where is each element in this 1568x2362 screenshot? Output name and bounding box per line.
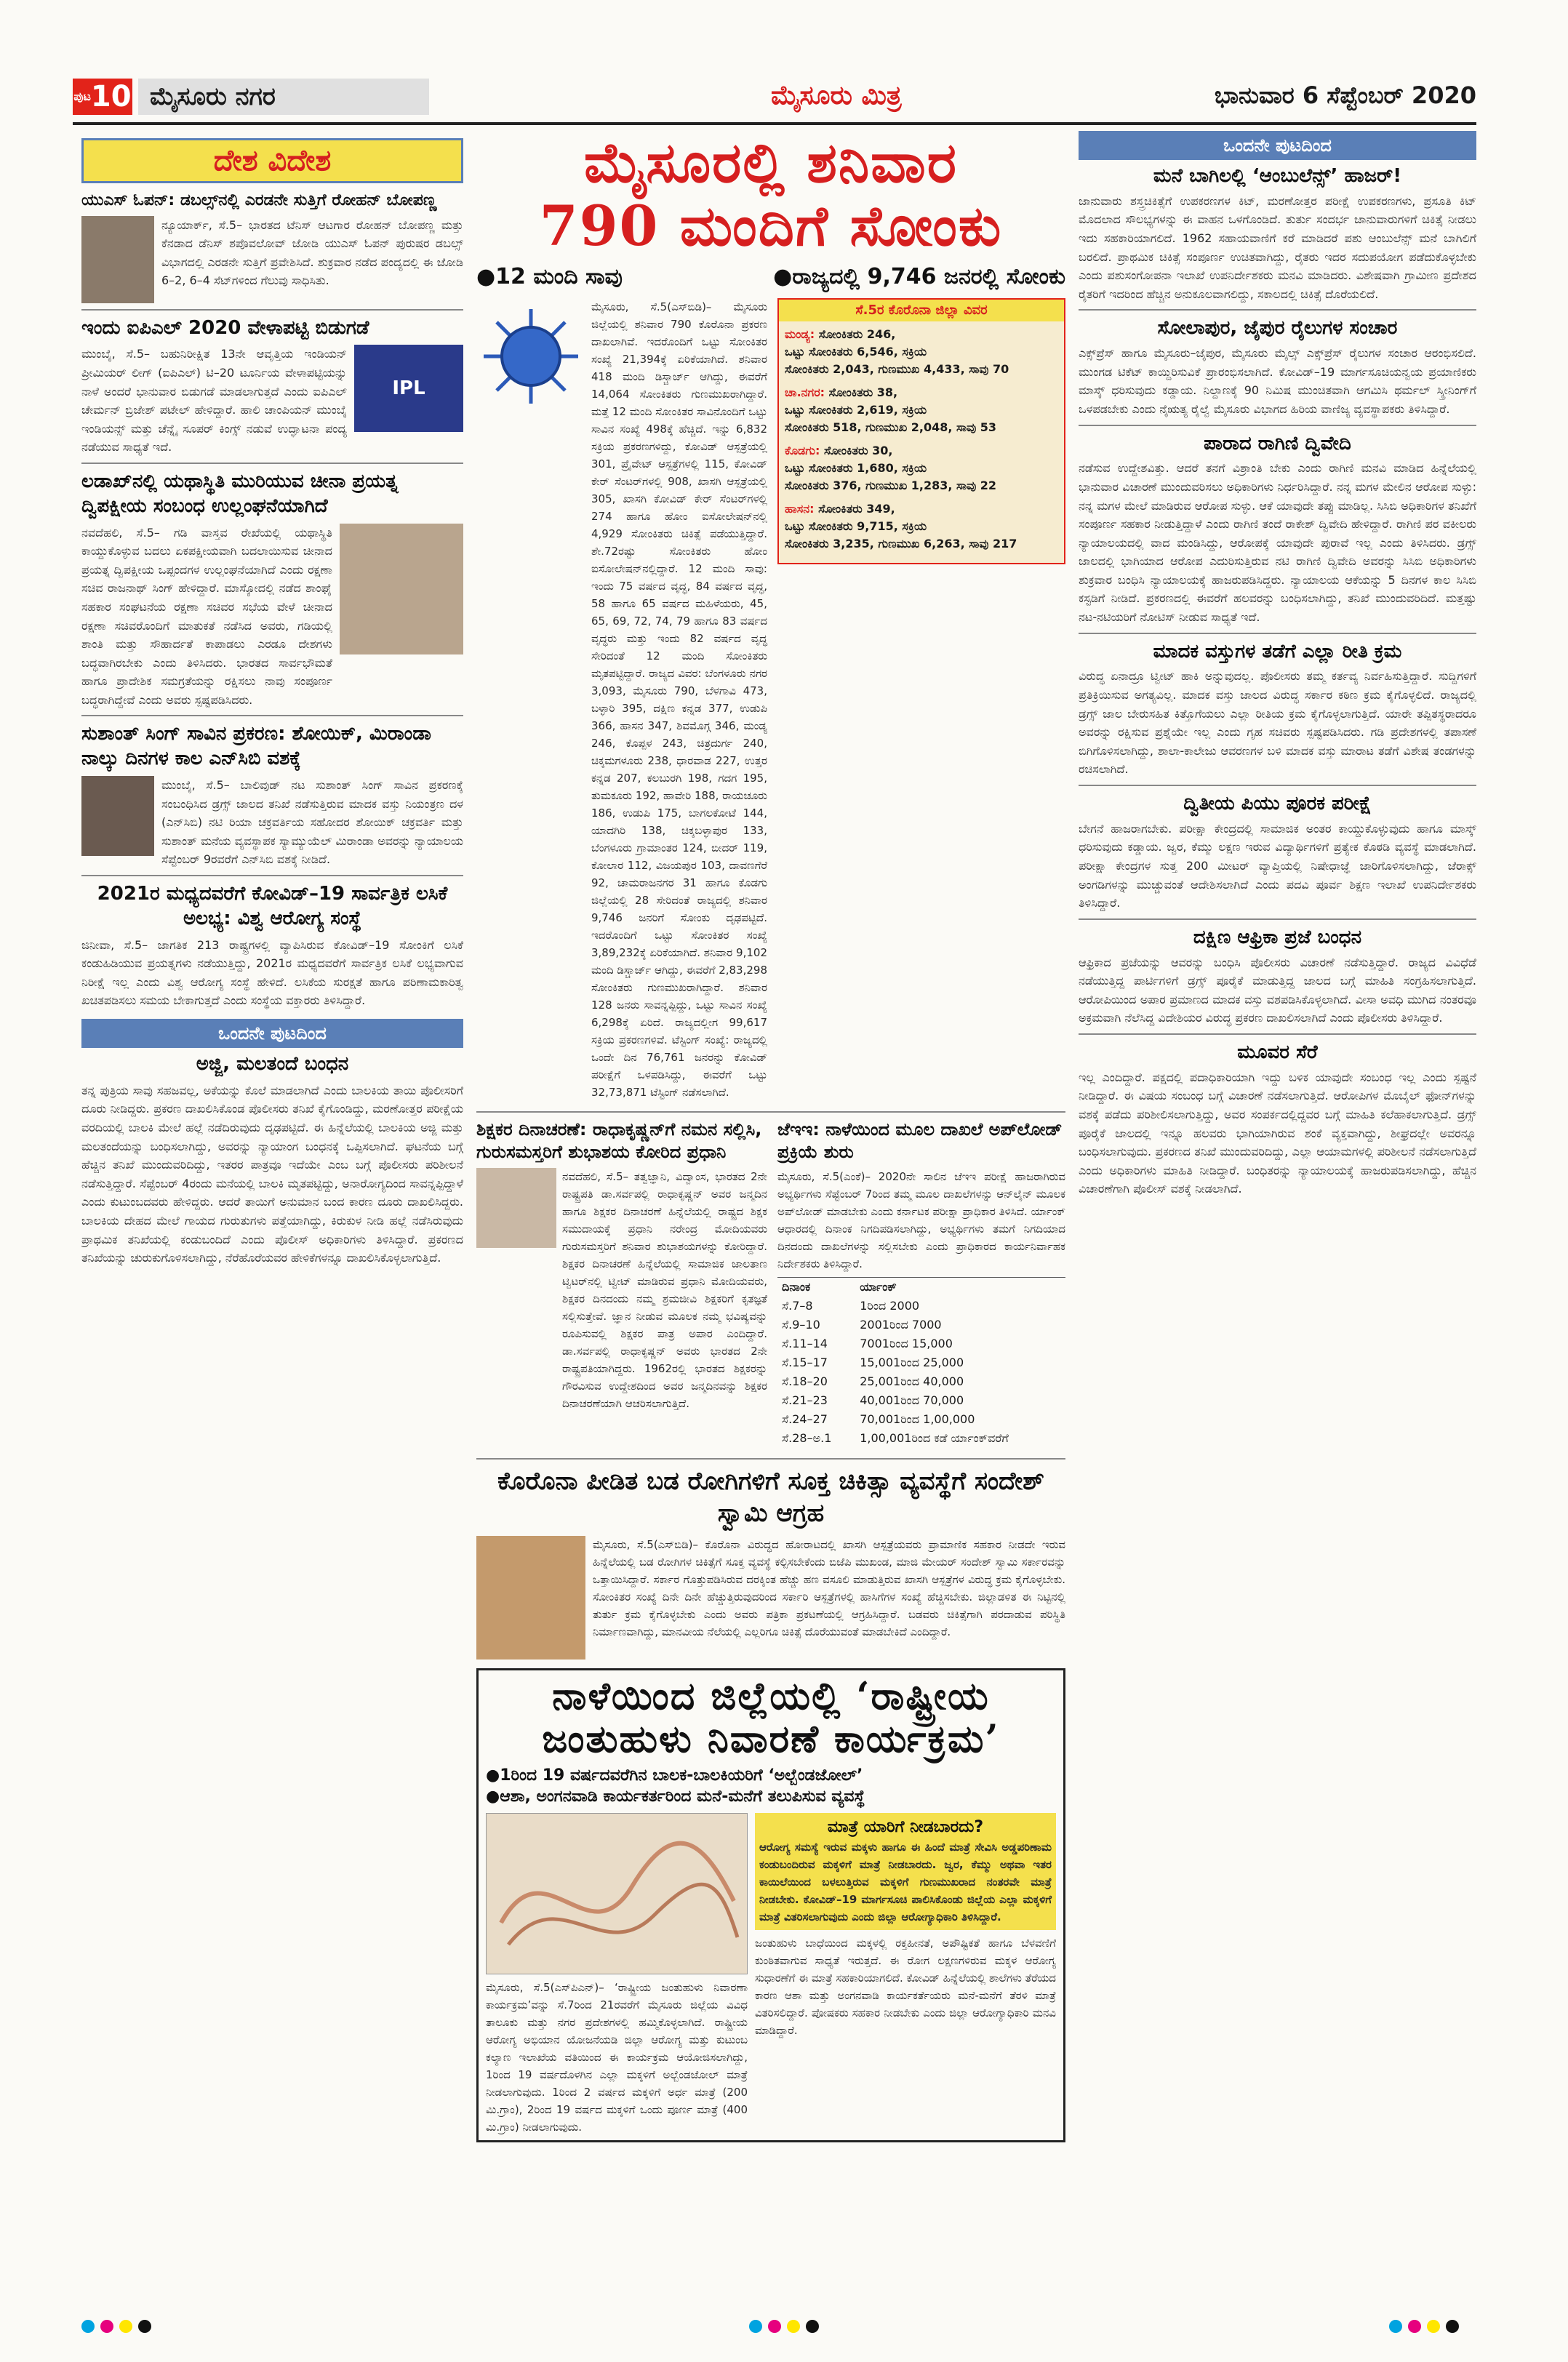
jee-date-cell: ಸೆ.21–23 — [782, 1393, 828, 1408]
deworming-info-box — [755, 1813, 1056, 1930]
right-column — [1079, 131, 1476, 2305]
district-active-cases: ಸೋಂಕಿತರು 3,235, ಗುಣಮುಖ 6,263, ಸಾವು 217 — [785, 536, 1017, 551]
table-row — [777, 1391, 1065, 1410]
registration-marks-left — [81, 2320, 157, 2336]
jee-date-cell: ಸೆ.24–27 — [782, 1412, 828, 1427]
photo-worm — [486, 1813, 748, 1974]
lead-subhead-state: ●ರಾಜ್ಯದಲ್ಲಿ 9,746 ಜನರಲ್ಲಿ ಸೋಂಕು — [773, 263, 1065, 289]
continued-bar-left: ಒಂದನೇ ಪುಟದಿಂದ — [81, 1019, 463, 1048]
story-teachers-day: ನವದೆಹಲಿ, ಸೆ.5– ತತ್ವಜ್ಞಾನಿ, ವಿದ್ವಾಂಸ, ಭಾರತದ 2ನೇ ರಾಷ್ಟ್ರಪತಿ ಡಾ.ಸರ್ವಪಲ್ಲಿ ರಾಧಾಕೃಷ್ಣನ್ ಅವರ ಜನ್ಮದಿನ ಹಾಗೂ ಶಿಕ್ಷಕರ ದಿನಾಚರಣೆ ಹಿನ್ನೆಲೆಯಲ್ಲಿ ರಾಷ್ಟ್ರದ ಶಿಕ್ಷಕ ಸಮುದಾಯಕ್ಕೆ ಪ್ರಧಾನಿ ನರೇಂದ್ರ ಮೋದಿಯವರು ಗುರುಸಮಸ್ತರಿಗೆ ಶನಿವಾರ ಶುಭಾಶಯಗಳನ್ನು ಕೋರಿದ್ದಾರೆ. ಶಿಕ್ಷಕರ ದಿನಾಚರಣೆ ಹಿನ್ನೆಲೆಯಲ್ಲಿ ಸಾಮಾಜಿಕ ಜಾಲತಾಣ ಟ್ವಿಟರ್‌ನಲ್ಲಿ ಟ್ವೀಟ್ ಮಾಡಿರುವ ಪ್ರಧಾನಿ ಮೋದಿಯವರು, ಶಿಕ್ಷಕರ ದಿನದಂದು ನಮ್ಮ ಶ್ರಮಜೀವಿ ಶಿಕ್ಷಕರಿಗೆ ಕೃತಜ್ಞತೆ ಸಲ್ಲಿಸುತ್ತೇವೆ. ಜ್ಞಾನ ನೀಡುವ ಮೂಲಕ ನಮ್ಮ ಭವಿಷ್ಯವನ್ನು ರೂಪಿಸುವಲ್ಲಿ ಶಿಕ್ಷಕರ ಪಾತ್ರ ಅಪಾರ ಎಂದಿದ್ದಾರೆ. ಡಾ.ಸರ್ವಪಲ್ಲಿ ರಾಧಾಕೃಷ್ಣನ್ ಅವರು ಭಾರತದ 2ನೇ ರಾಷ್ಟ್ರಪತಿಯಾಗಿದ್ದರು. 1962ರಲ್ಲಿ ಭಾರತದ ಶಿಕ್ಷಕರನ್ನು ಗೌರವಿಸುವ ಉದ್ದೇಶದಿಂದ ಅವರ ಜನ್ಮದಿನವನ್ನು ಶಿಕ್ಷಕರ ದಿನಾಚರಣೆಯಾಗಿ ಆಚರಿಸಲಾಗುತ್ತಿದೆ. — [562, 1170, 767, 1411]
story-ipl: ಮುಂಬೈ, ಸೆ.5– ಬಹುನಿರೀಕ್ಷಿತ 13ನೇ ಆವೃತ್ತಿಯ ಇಂಡಿಯನ್ ಪ್ರೀಮಿಯರ್ ಲೀಗ್ (ಐಪಿಎಲ್) ಟಿ–20 ಟೂರ್ನಿಯ ವೇಳಾಪಟ್ಟಿಯನ್ನು ನಾಳೆ ಅಂದರೆ ಭಾನುವಾರ ಬಿಡುಗಡೆ ಮಾಡಲಾಗುತ್ತದೆ ಎಂದು ಐಪಿಎಲ್ ಚೇರ್ಮನ್ ಬ್ರಿಜೇಶ್ ಪಟೇಲ್ ಹೇಳಿದ್ದಾರೆ. ಹಾಲಿ ಚಾಂಪಿಯನ್ ಮುಂಬೈ ಇಂಡಿಯನ್ಸ್ ಮತ್ತು ಚೆನ್ನೈ ಸೂಪರ್ ಕಿಂಗ್ಸ್ ನಡುವೆ ಉದ್ಘಾಟನಾ ಪಂದ್ಯ ನಡೆಯುವ ಸಾಧ್ಯತೆ ಇದೆ. — [81, 347, 347, 455]
story-deworming-2: ಜಂತುಹುಳು ಬಾಧೆಯಿಂದ ಮಕ್ಕಳಲ್ಲಿ ರಕ್ತಹೀನತೆ, ಅಪೌಷ್ಟಿಕತೆ ಹಾಗೂ ಬೆಳವಣಿಗೆ ಕುಂಠಿತವಾಗುವ ಸಾಧ್ಯತೆ ಇರುತ್ತದೆ. ಈ ರೋಗ ಲಕ್ಷಣಗಳಿರುವ ಮಕ್ಕಳ ಆರೋಗ್ಯ ಸುಧಾರಣೆಗೆ ಈ ಮಾತ್ರೆ ಸಹಕಾರಿಯಾಗಲಿದೆ. ಕೋವಿಡ್ ಹಿನ್ನೆಲೆಯಲ್ಲಿ ಶಾಲೆಗಳು ತೆರೆಯದ ಕಾರಣ ಆಶಾ ಮತ್ತು ಅಂಗನವಾಡಿ ಕಾರ್ಯಕರ್ತೆಯರು ಮನೆ-ಮನೆಗೆ ತೆರಳಿ ಮಾತ್ರೆ ವಿತರಿಸಲಿದ್ದಾರೆ. ಪೋಷಕರು ಸಹಕಾರ ನೀಡಬೇಕು ಎಂದು ಜಿಲ್ಲಾ ಆರೋಗ್ಯಾಧಿಕಾರಿ ಮನವಿ ಮಾಡಿದ್ದಾರೆ. — [755, 1936, 1056, 2037]
lead-headline-line2: 790 ಮಂದಿಗೆ ಸೋಂಕು — [539, 193, 1003, 259]
photo-sushant — [81, 776, 154, 856]
desha-videsha-banner: ದೇಶ ವಿದೇಶ — [81, 138, 463, 183]
story-bopanna: ನ್ಯೂಯಾರ್ಕ್, ಸೆ.5– ಭಾರತದ ಟೆನಿಸ್ ಆಟಗಾರ ರೋಹನ್ ಬೋಪಣ್ಣ ಮತ್ತು ಕೆನಡಾದ ಡೆನಿಸ್ ಶಪೊವಲೋವ್ ಜೋಡಿ ಯುಎಸ್ ಓಪನ್ ಪುರುಷರ ಡಬಲ್ಸ್ ವಿಭಾಗದಲ್ಲಿ ಎರಡನೇ ಸುತ್ತಿಗೆ ಪ್ರವೇಶಿಸಿದೆ. ಶುಕ್ರವಾರ ನಡೆದ ಪಂದ್ಯದಲ್ಲಿ ಈ ಜೋಡಿ 6–2, 6–4 ಸೆಟ್‌ಗಳಿಂದ ಗೆಲುವು ಸಾಧಿಸಿತು. — [161, 217, 463, 288]
district-stats-title: ಸೆ.5ರ ಕೊರೊನಾ ಜಿಲ್ಲಾ ವಿವರ — [779, 300, 1064, 321]
left-column — [81, 138, 463, 2073]
district-stats-list — [779, 321, 1064, 563]
jee-schedule-table — [777, 1277, 1065, 1448]
district-total-cases: ಒಟ್ಟು ಸೋಂಕಿತರು 2,619, ಸಕ್ರಿಯ — [785, 402, 927, 417]
district-active-cases: ಸೋಂಕಿತರು 2,043, ಗುಣಮುಖ 4,433, ಸಾವು 70 — [785, 361, 1009, 376]
table-row — [777, 1316, 1065, 1334]
jee-rank-cell: 7001ರಿಂದ 15,000 — [860, 1337, 953, 1351]
headline-teachers-day: ಶಿಕ್ಷಕರ ದಿನಾಚರಣೆ: ರಾಧಾಕೃಷ್ಣನ್‌ಗೆ ನಮನ ಸಲ್ಲಿಸಿ, ಗುರುಸಮಸ್ತರಿಗೆ ಶುಭಾಶಯ ಕೋರಿದ ಪ್ರಧಾನಿ — [476, 1118, 762, 1162]
story-sandesh-swamy: ಮೈಸೂರು, ಸೆ.5(ಎಸ್‌ಬಿಡಿ)– ಕೊರೊನಾ ವಿರುದ್ಧದ ಹೋರಾಟದಲ್ಲಿ ಖಾಸಗಿ ಆಸ್ಪತ್ರೆಯವರು ಪ್ರಾಮಾಣಿಕ ಸಹಕಾರ ನೀಡದೇ ಇರುವ ಹಿನ್ನೆಲೆಯಲ್ಲಿ ಬಡ ರೋಗಿಗಳ ಚಿಕಿತ್ಸೆಗೆ ಸೂಕ್ತ ವ್ಯವಸ್ಥೆ ಕಲ್ಪಿಸಬೇಕೆಂದು ಬಿಜೆಪಿ ಮುಖಂಡ, ಮಾಜಿ ಮೇಯರ್ ಸಂದೇಶ್ ಸ್ವಾಮಿ ಸರ್ಕಾರವನ್ನು ಒತ್ತಾಯಿಸಿದ್ದಾರೆ. ಸರ್ಕಾರ ಗೊತ್ತುಪಡಿಸಿರುವ ದರಕ್ಕಿಂತ ಹೆಚ್ಚು ಹಣ ವಸೂಲಿ ಮಾಡುತ್ತಿರುವ ಖಾಸಗಿ ಆಸ್ಪತ್ರೆಗಳ ವಿರುದ್ಧ ಕ್ರಮ ಕೈಗೊಳ್ಳಬೇಕು. ಸೋಂಕಿತರ ಸಂಖ್ಯೆ ದಿನೇ ದಿನೇ ಹೆಚ್ಚುತ್ತಿರುವುದರಿಂದ ಸರ್ಕಾರಿ ಆಸ್ಪತ್ರೆಗಳಲ್ಲಿ ಹಾಸಿಗೆಗಳ ಸಂಖ್ಯೆ ಹೆಚ್ಚಿಸಬೇಕು. ಜಿಲ್ಲಾಡಳಿತ ಈ ನಿಟ್ಟಿನಲ್ಲಿ ತುರ್ತು ಕ್ರಮ ಕೈಗೊಳ್ಳಬೇಕು ಎಂದು ಅವರು ಪತ್ರಿಕಾ ಪ್ರಕಟಣೆಯಲ್ಲಿ ಆಗ್ರಹಿಸಿದ್ದಾರೆ. ಬಡವರು ಚಿಕಿತ್ಸೆಗಾಗಿ ಪರದಾಡುವ ಪರಿಸ್ಥಿತಿ ನಿರ್ಮಾಣವಾಗಿದ್ದು, ಮಾನವೀಯ ನೆಲೆಯಲ್ಲಿ ಎಲ್ಲರಿಗೂ ಚಿಕಿತ್ಸೆ ದೊರೆಯುವಂತೆ ಮಾಡಬೇಕಿದೆ ಎಂದಿದ್ದಾರೆ. — [593, 1537, 1065, 1638]
photo-pm — [476, 1168, 556, 1248]
headline-deworming: ನಾಳೆಯಿಂದ ಜಿಲ್ಲೆಯಲ್ಲಿ ‘ರಾಷ್ಟ್ರೀಯ ಜಂತುಹುಳು ನಿವಾರಣೆ ಕಾರ್ಯಕ್ರಮ’ — [542, 1673, 1000, 1762]
jee-rank-cell: 2001ರಿಂದ 7000 — [860, 1318, 942, 1332]
district-new-cases: ಸೋಂಕಿತರು 30, — [823, 443, 893, 457]
district-active-cases: ಸೋಂಕಿತರು 376, ಗುಣಮುಖ 1,283, ಸಾವು 22 — [785, 478, 997, 492]
headline-ambulance: ಮನೆ ಬಾಗಿಲಲ್ಲಿ ‘ಆಂಬುಲೆನ್ಸ್’ ಹಾಜರ್! — [1153, 165, 1402, 187]
jee-rank-cell: 15,001ರಿಂದ 25,000 — [860, 1356, 964, 1370]
headline-ragini: ಪಾರಾದ ರಾಗಿಣಿ ದ್ವಿವೇದಿ — [1204, 432, 1351, 455]
story-arrest: ತನ್ನ ಪುತ್ರಿಯ ಸಾವು ಸಹಜವಲ್ಲ, ಅಕೆಯನ್ನು ಕೊಲೆ ಮಾಡಲಾಗಿದೆ ಎಂದು ಬಾಲಕಿಯ ತಾಯಿ ಪೊಲೀಸರಿಗೆ ದೂರು ನೀಡಿದ್ದರು. ಪ್ರಕರಣ ದಾಖಲಿಸಿಕೊಂಡ ಪೊಲೀಸರು ತನಿಖೆ ಕೈಗೊಂಡಿದ್ದು, ಮರಣೋತ್ತರ ಪರೀಕ್ಷೆಯ ವರದಿಯಲ್ಲಿ ಬಾಲಕಿ ಮೇಲೆ ಹಲ್ಲೆ ನಡೆದಿರುವುದು ದೃಢಪಟ್ಟಿದೆ. ಈ ಹಿನ್ನೆಲೆಯಲ್ಲಿ ಬಾಲಕಿಯ ಅಜ್ಜಿ ಮತ್ತು ಮಲತಂದೆಯನ್ನು ಬಂಧಿಸಲಾಗಿದ್ದು, ಅವರನ್ನು ನ್ಯಾಯಾಂಗ ಬಂಧನಕ್ಕೆ ಒಪ್ಪಿಸಲಾಗಿದೆ. ಘಟನೆಯ ಬಗ್ಗೆ ಹೆಚ್ಚಿನ ತನಿಖೆ ಮುಂದುವರಿದಿದ್ದು, ಇತರರ ಪಾತ್ರವೂ ಇದೆಯೇ ಎಂಬ ಬಗ್ಗೆ ಪೊಲೀಸರು ಪರಿಶೀಲನೆ ನಡೆಸುತ್ತಿದ್ದಾರೆ. ಸೆಪ್ಟೆಂಬರ್ 4ರಂದು ಮನೆಯಲ್ಲಿ ಬಾಲಕಿ ಮೃತಪಟ್ಟಿದ್ದು, ಅನಾರೋಗ್ಯದಿಂದ ಸಾವನ್ನಪ್ಪಿದ್ದಾಳೆ ಎಂದು ಕುಟುಂಬದವರು ಹೇಳಿದ್ದರು. ಆದರೆ ತಾಯಿಗೆ ಅನುಮಾನ ಬಂದ ಕಾರಣ ದೂರು ದಾಖಲಿಸಿದ್ದರು. ಬಾಲಕಿಯ ದೇಹದ ಮೇಲೆ ಗಾಯದ ಗುರುತುಗಳು ಪತ್ತೆಯಾಗಿದ್ದು, ಕಿರುಕುಳ ನೀಡಿ ಹಲ್ಲೆ ನಡೆಸಿರುವುದು ಪ್ರಾಥಮಿಕ ತನಿಖೆಯಲ್ಲಿ ಕಂಡುಬಂದಿದೆ ಎಂದು ಪೊಲೀಸ್ ಅಧಿಕಾರಿಗಳು ತಿಳಿಸಿದ್ದಾರೆ. ಪ್ರಕರಣದ ತನಿಖೆಯನ್ನು ಚುರುಕುಗೊಳಿಸಲಾಗಿದ್ದು, ನೆರೆಹೊರೆಯವರ ಹೇಳಿಕೆಗಳನ್ನೂ ದಾಖಲಿಸಿಕೊಳ್ಳಲಾಗುತ್ತಿದೆ. — [81, 1083, 463, 1265]
district-stat-entry — [785, 500, 1058, 553]
district-stat-entry — [785, 442, 1058, 495]
headline-arrest: ಅಜ್ಜಿ, ಮಲತಂದೆ ಬಂಧನ — [196, 1053, 349, 1076]
story-africa-arrest: ಆಫ್ರಿಕಾದ ಪ್ರಜೆಯನ್ನು ಆವರನ್ನು ಬಂಧಿಸಿ ಪೊಲೀಸರು ವಿಚಾರಣೆ ನಡೆಸುತ್ತಿದ್ದಾರೆ. ರಾಜ್ಯದ ವಿವಿಧೆಡೆ ನಡೆಯುತ್ತಿದ್ದ ಪಾರ್ಟಿಗಳಿಗೆ ಡ್ರಗ್ಸ್ ಪೂರೈಕೆ ಮಾಡುತ್ತಿದ್ದ ಜಾಲದ ಬಗ್ಗೆ ಮಾಹಿತಿ ಸಂಗ್ರಹಿಸಲಾಗುತ್ತಿದೆ. ಆರೋಪಿಯಿಂದ ಅಪಾರ ಪ್ರಮಾಣದ ಮಾದಕ ವಸ್ತು ವಶಪಡಿಸಿಕೊಳ್ಳಲಾಗಿದೆ. ವೀಸಾ ಅವಧಿ ಮುಗಿದ ನಂತರವೂ ಅಕ್ರಮವಾಗಿ ನೆಲೆಸಿದ್ದ ವಿದೇಶಿಯರ ವಿರುದ್ಧ ಪ್ರಕರಣ ದಾಖಲಿಸಲಾಗಿದೆ ಎಂದು ಪೊಲೀಸರು ತಿಳಿಸಿದ್ದಾರೆ. — [1079, 955, 1476, 1025]
story-ragini: ನಡೆಸುವ ಉದ್ದೇಶವಿತ್ತು. ಆದರೆ ತನಗೆ ವಿಶ್ರಾಂತಿ ಬೇಕು ಎಂದು ರಾಗಿಣಿ ಮನವಿ ಮಾಡಿದ ಹಿನ್ನೆಲೆಯಲ್ಲಿ ಭಾನುವಾರ ವಿಚಾರಣೆ ಮುಂದುವರಿಸಲು ಅಧಿಕಾರಿಗಳು ನಿರ್ಧರಿಸಿದ್ದಾರೆ. ನನ್ನ ಮಗಳ ಮೇಲಿನ ಆರೋಪ ಸುಳ್ಳು: ನನ್ನ ಮಗಳ ಮೇಲೆ ಮಾಡಿರುವ ಆರೋಪ ಸುಳ್ಳು. ಆಕೆ ಯಾವುದೇ ತಪ್ಪು ಮಾಡಿಲ್ಲ. ಸಿಸಿಬಿ ಅಧಿಕಾರಿಗಳ ತನಿಖೆಗೆ ಸಂಪೂರ್ಣ ಸಹಕಾರ ನೀಡುತ್ತಿದ್ದಾಳೆ ಎಂದು ರಾಗಿಣಿ ತಂದೆ ರಾಕೇಶ್ ದ್ವಿವೇದಿ ಹೇಳಿದ್ದಾರೆ. ರಾಗಿಣಿ ಪರ ವಕೀಲರು ನ್ಯಾಯಾಲಯದಲ್ಲಿ ವಾದ ಮಂಡಿಸಿದ್ದು, ಆರೋಪಕ್ಕೆ ಯಾವುದೇ ಪುರಾವೆ ಇಲ್ಲ ಎಂದು ತಿಳಿಸಿದರು. ಡ್ರಗ್ಸ್ ಜಾಲದಲ್ಲಿ ಭಾಗಿಯಾದ ಆರೋಪ ಎದುರಿಸುತ್ತಿರುವ ನಟಿ ರಾಗಿಣಿ ದ್ವಿವೇದಿ ಅವರನ್ನು ಸಿಸಿಬಿ ಅಧಿಕಾರಿಗಳು ಶುಕ್ರವಾರ ಬಂಧಿಸಿ ನ್ಯಾಯಾಲಯಕ್ಕೆ ಹಾಜರುಪಡಿಸಿದ್ದರು. ನ್ಯಾಯಾಲಯ ಆಕೆಯನ್ನು 5 ದಿನಗಳ ಕಾಲ ಸಿಸಿಬಿ ಕಸ್ಟಡಿಗೆ ನೀಡಿದೆ. ಪ್ರಕರಣದಲ್ಲಿ ಈವರೆಗೆ ಹಲವರನ್ನು ಬಂಧಿಸಲಾಗಿದ್ದು, ತನಿಖೆ ಮುಂದುವರಿದಿದೆ. ಮತ್ತಷ್ಟು ನಟ-ನಟಿಯರಿಗೆ ನೋಟಿಸ್ ನೀಡುವ ಸಾಧ್ಯತೆ ಇದೆ. — [1079, 461, 1476, 625]
table-row — [777, 1297, 1065, 1316]
district-name: ಮಂಡ್ಯ: — [785, 327, 815, 341]
district-stats-box — [777, 298, 1065, 564]
jee-rank-cell: 25,001ರಿಂದ 40,000 — [860, 1374, 964, 1389]
story-trains: ಎಕ್ಸ್‌ಪ್ರೆಸ್ ಹಾಗೂ ಮೈಸೂರು–ಜೈಪುರ, ಮೈಸೂರು ಮೈಲ್ಸ್ ಎಕ್ಸ್‌ಪ್ರೆಸ್ ರೈಲುಗಳ ಸಂಚಾರ ಆರಂಭಿಸಲಿದೆ. ಮುಂಗಡ ಟಿಕೆಟ್ ಕಾಯ್ದಿರಿಸುವಿಕೆ ಪ್ರಾರಂಭಿಸಲಾಗಿದೆ. ಕೋವಿಡ್–19 ಮಾರ್ಗಸೂಚಿಯನ್ವಯ ಪ್ರಯಾಣಿಕರು ಮಾಸ್ಕ್ ಧರಿಸುವುದು ಕಡ್ಡಾಯ. ನಿಲ್ದಾಣಕ್ಕೆ 90 ನಿಮಿಷ ಮುಂಚಿತವಾಗಿ ಆಗಮಿಸಿ ಥರ್ಮಲ್ ಸ್ಕ್ರೀನಿಂಗ್‌ಗೆ ಒಳಪಡಬೇಕು ಎಂದು ನೈಋತ್ಯ ರೈಲ್ವೆ ಮೈಸೂರು ವಿಭಾಗದ ಹಿರಿಯ ವಾಣಿಜ್ಯ ವ್ಯವಸ್ಥಾಪಕರು ತಿಳಿಸಿದ್ದಾರೆ. — [1079, 346, 1476, 416]
jee-rank-cell: 40,001ರಿಂದ 70,000 — [860, 1393, 964, 1408]
masthead-rule — [73, 122, 1476, 125]
jee-date-cell: ಸೆ.11–14 — [782, 1337, 828, 1351]
district-total-cases: ಒಟ್ಟು ಸೋಂಕಿತರು 6,546, ಸಕ್ರಿಯ — [785, 344, 927, 359]
deworming-subhead-1: ●1ರಿಂದ 19 ವರ್ಷದವರೆಗಿನ ಬಾಲಕ-ಬಾಲಕಿಯರಿಗೆ ‘ಅಲ್ಬೆಂಡಜೋಲ್’ — [486, 1766, 863, 1785]
photo-bopanna — [81, 216, 154, 303]
district-total-cases: ಒಟ್ಟು ಸೋಂಕಿತರು 1,680, ಸಕ್ರಿಯ — [785, 460, 927, 475]
district-active-cases: ಸೋಂಕಿತರು 518, ಗುಣಮುಖ 2,048, ಸಾವು 53 — [785, 420, 997, 434]
jee-date-cell: ಸೆ.28–ಅ.1 — [782, 1431, 832, 1446]
story-who: ಜಿನೀವಾ, ಸೆ.5– ಜಾಗತಿಕ 213 ರಾಷ್ಟ್ರಗಳಲ್ಲಿ ವ್ಯಾಪಿಸಿರುವ ಕೋವಿಡ್–19 ಸೋಂಕಿಗೆ ಲಸಿಕೆ ಕಂಡುಹಿಡಿಯುವ ಪ್ರಯತ್ನಗಳು ನಡೆಯುತ್ತಿದ್ದು, 2021ರ ಮಧ್ಯದವರೆಗೆ ಸಾರ್ವತ್ರಿಕ ಲಸಿಕೆ ಲಭ್ಯವಾಗುವ ನಿರೀಕ್ಷೆ ಇಲ್ಲ ಎಂದು ವಿಶ್ವ ಆರೋಗ್ಯ ಸಂಸ್ಥೆ ಹೇಳಿದೆ. ಲಸಿಕೆಯ ಸುರಕ್ಷತೆ ಹಾಗೂ ಪರಿಣಾಮಕಾರಿತ್ವ ಖಚಿತಪಡಿಸಲು ಸಮಯ ಬೇಕಾಗುತ್ತದೆ ಎಂದು ಸಂಸ್ಥೆಯ ವಕ್ತಾರರು ತಿಳಿಸಿದ್ದಾರೆ. — [81, 937, 463, 1008]
district-name: ಕೊಡಗು: — [785, 443, 820, 457]
district-name: ಚಾ.ನಗರ: — [785, 385, 825, 399]
jee-rank-cell: 1ರಿಂದ 2000 — [860, 1299, 920, 1313]
district-total-cases: ಒಟ್ಟು ಸೋಂಕಿತರು 9,715, ಸಕ್ರಿಯ — [785, 519, 927, 533]
district-new-cases: ಸೋಂಕಿತರು 38, — [828, 385, 898, 399]
deworming-block — [476, 1668, 1065, 2143]
story-sushant: ಮುಂಬೈ, ಸೆ.5– ಬಾಲಿವುಡ್ ನಟ ಸುಶಾಂತ್ ಸಿಂಗ್ ಸಾವಿನ ಪ್ರಕರಣಕ್ಕೆ ಸಂಬಂಧಿಸಿದ ಡ್ರಗ್ಸ್ ಜಾಲದ ತನಿಖೆ ನಡೆಸುತ್ತಿರುವ ಮಾದಕ ವಸ್ತು ನಿಯಂತ್ರಣ ದಳ (ಎನ್‌ಸಿಬಿ) ನಟಿ ರಿಯಾ ಚಕ್ರವರ್ತಿಯ ಸಹೋದರ ಶೋಯಿಕ್ ಚಕ್ರವರ್ತಿ ಮತ್ತು ಸುಶಾಂತ್ ಮನೆಯ ವ್ಯವಸ್ಥಾಪಕ ಸ್ಯಾಮ್ಯುಯೆಲ್ ಮಿರಾಂಡಾ ಅವರನ್ನು ನ್ಯಾಯಾಲಯ ಸೆಪ್ಟೆಂಬರ್ 9ರವರೆಗೆ ಎನ್‌ಸಿಬಿ ವಶಕ್ಕೆ ನೀಡಿದೆ. — [161, 778, 463, 867]
deworming-subhead-2: ●ಆಶಾ, ಅಂಗನವಾಡಿ ಕಾರ್ಯಕರ್ತರಿಂದ ಮನೆ-ಮನೆಗೆ ತಲುಪಿಸುವ ವ್ಯವಸ್ಥೆ — [486, 1787, 865, 1806]
virus-icon — [476, 298, 585, 415]
headline-trains: ಸೋಲಾಪುರ, ಜೈಪುರ ರೈಲುಗಳ ಸಂಚಾರ — [1157, 317, 1398, 340]
jee-date-cell: ಸೆ.7–8 — [782, 1299, 813, 1313]
district-new-cases: ಸೋಂಕಿತರು 349, — [818, 501, 895, 516]
headline-who: 2021ರ ಮಧ್ಯದವರೆಗೆ ಕೋವಿಡ್–19 ಸಾರ್ವತ್ರಿಕ ಲಸಿಕೆ ಅಲಭ್ಯ: ವಿಶ್ವ ಆರೋಗ್ಯ ಸಂಸ್ಥೆ — [97, 883, 448, 929]
registration-marks-right — [1389, 2320, 1465, 2336]
page-number: $^{ಪುಟ}$10 — [73, 80, 132, 113]
story-three-arrested: ಇಲ್ಲ ಎಂದಿದ್ದಾರೆ. ಪಕ್ಷದಲ್ಲಿ ಪದಾಧಿಕಾರಿಯಾಗಿ ಇದ್ದು ಬಳಿಕ ಯಾವುದೇ ಸಂಬಂಧ ಇಲ್ಲ ಎಂದು ಸ್ಪಷ್ಟನೆ ನೀಡಿದ್ದಾರೆ. ಈ ವಿಷಯ ಸಂಬಂಧ ಬಗ್ಗೆ ವಿಚಾರಣೆ ನಡೆಸಲಾಗುತ್ತಿದೆ. ಆರೋಪಿಗಳ ಮೊಬೈಲ್ ಫೋನ್‌ಗಳನ್ನು ವಶಕ್ಕೆ ಪಡೆದು ಪರಿಶೀಲಿಸಲಾಗುತ್ತಿದ್ದು, ಅವರ ಸಂಪರ್ಕದಲ್ಲಿದ್ದವರ ಬಗ್ಗೆ ಮಾಹಿತಿ ಕಲೆಹಾಕಲಾಗುತ್ತಿದೆ. ಡ್ರಗ್ಸ್ ಪೂರೈಕೆ ಜಾಲದಲ್ಲಿ ಇನ್ನೂ ಹಲವರು ಭಾಗಿಯಾಗಿರುವ ಶಂಕೆ ವ್ಯಕ್ತವಾಗಿದ್ದು, ಶೀಘ್ರದಲ್ಲೇ ಅವರನ್ನೂ ಬಂಧಿಸಲಾಗುವುದು. ಪ್ರಕರಣದ ತನಿಖೆ ಮುಂದುವರಿದಿದ್ದು, ಎಲ್ಲಾ ಆಯಾಮಗಳಲ್ಲಿ ಪರಿಶೀಲನೆ ನಡೆಸಲಾಗುತ್ತಿದೆ ಎಂದು ಅಧಿಕಾರಿಗಳು ಮಾಹಿತಿ ನೀಡಿದ್ದಾರೆ. ಬಂಧಿತರನ್ನು ನ್ಯಾಯಾಲಯಕ್ಕೆ ಹಾಜರುಪಡಿಸಲಾಗಿದ್ದು, ಹೆಚ್ಚಿನ ವಿಚಾರಣೆಗಾಗಿ ಪೊಲೀಸ್ ವಶಕ್ಕೆ ನೀಡಲಾಗಿದೆ. — [1079, 1070, 1476, 1196]
story-puc-exam: ಬೇಗನೆ ಹಾಜರಾಗಬೇಕು. ಪರೀಕ್ಷಾ ಕೇಂದ್ರದಲ್ಲಿ ಸಾಮಾಜಿಕ ಅಂತರ ಕಾಯ್ದುಕೊಳ್ಳುವುದು ಹಾಗೂ ಮಾಸ್ಕ್ ಧರಿಸುವುದು ಕಡ್ಡಾಯ. ಜ್ವರ, ಕೆಮ್ಮು ಲಕ್ಷಣ ಇರುವ ವಿದ್ಯಾರ್ಥಿಗಳಿಗೆ ಪ್ರತ್ಯೇಕ ಕೊಠಡಿ ವ್ಯವಸ್ಥೆ ಮಾಡಲಾಗಿದೆ. ಪರೀಕ್ಷಾ ಕೇಂದ್ರಗಳ ಸುತ್ತ 200 ಮೀಟರ್ ವ್ಯಾಪ್ತಿಯಲ್ಲಿ ನಿಷೇಧಾಜ್ಞೆ ಜಾರಿಗೊಳಿಸಲಾಗಿದ್ದು, ಜೆರಾಕ್ಸ್ ಅಂಗಡಿಗಳನ್ನು ಮುಚ್ಚುವಂತೆ ಆದೇಶಿಸಲಾಗಿದೆ ಎಂದು ಪದವಿ ಪೂರ್ವ ಶಿಕ್ಷಣ ಇಲಾಖೆ ಉಪನಿರ್ದೇಶಕರು ತಿಳಿಸಿದ್ದಾರೆ. — [1079, 821, 1476, 910]
masthead — [73, 79, 1476, 115]
deworming-box-title: ಮಾತ್ರೆ ಯಾರಿಗೆ ನೀಡಬಾರದು? — [827, 1818, 984, 1837]
story-ambulance: ಜಾನುವಾರು ಶಸ್ತ್ರಚಿಕಿತ್ಸೆಗೆ ಉಪಕರಣಗಳ ಕಿಟ್, ಮರಣೋತ್ತರ ಪರೀಕ್ಷೆ ಉಪಕರಣಗಳು, ಪ್ರಸೂತಿ ಕಿಟ್ ಮೊದಲಾದ ಸೌಲಭ್ಯಗಳನ್ನು ಈ ವಾಹನ ಒಳಗೊಂಡಿದೆ. ತುರ್ತು ಸಂದರ್ಭ ಜಾನುವಾರುಗಳಿಗೆ ಚಿಕಿತ್ಸೆ ನೀಡಲು ಇದು ಸಹಕಾರಿಯಾಗಲಿದೆ. 1962 ಸಹಾಯವಾಣಿಗೆ ಕರೆ ಮಾಡಿದರೆ ಪಶು ಆಂಬುಲೆನ್ಸ್ ಮನೆ ಬಾಗಿಲಿಗೆ ಬರಲಿದೆ. ಪ್ರಾಥಮಿಕ ಚಿಕಿತ್ಸೆ ಸಂಪೂರ್ಣ ಉಚಿತವಾಗಿದ್ದು, ರೈತರು ಇದರ ಸದುಪಯೋಗ ಪಡೆದುಕೊಳ್ಳಬೇಕು ಎಂದು ಪಶುಸಂಗೋಪನಾ ಇಲಾಖೆ ಉಪನಿರ್ದೇಶಕರು ಮನವಿ ಮಾಡಿದರು. ವಿಶೇಷವಾಗಿ ಗ್ರಾಮೀಣ ಪ್ರದೇಶದ ರೈತರಿಗೆ ಇದರಿಂದ ಹೆಚ್ಚಿನ ಅನುಕೂಲವಾಗಲಿದ್ದು, ಸಕಾಲದಲ್ಲಿ ಚಿಕಿತ್ಸೆ ದೊರೆಯಲಿದೆ. — [1079, 193, 1476, 301]
headline-three-arrested: ಮೂವರ ಸೆರೆ — [1237, 1041, 1318, 1063]
lead-subhead-deaths: ●12 ಮಂದಿ ಸಾವು — [476, 263, 623, 289]
story-ladakh: ನವದೆಹಲಿ, ಸೆ.5– ಗಡಿ ವಾಸ್ತವ ರೇಖೆಯಲ್ಲಿ ಯಥಾಸ್ಥಿತಿ ಕಾಯ್ದುಕೊಳ್ಳುವ ಬದಲು ಏಕಪಕ್ಷೀಯವಾಗಿ ಬದಲಾಯಿಸುವ ಚೀನಾದ ಪ್ರಯತ್ನ ದ್ವಿಪಕ್ಷೀಯ ಒಪ್ಪಂದಗಳ ಉಲ್ಲಂಘನೆಯಾಗಿದೆ ಎಂದು ರಕ್ಷಣಾ ಸಚಿವ ರಾಜನಾಥ್ ಸಿಂಗ್ ಹೇಳಿದ್ದಾರೆ. ಮಾಸ್ಕೋದಲ್ಲಿ ನಡೆದ ಶಾಂಘೈ ಸಹಕಾರ ಸಂಘಟನೆಯ ರಕ್ಷಣಾ ಸಚಿವರ ಸಭೆಯ ವೇಳೆ ಚೀನಾದ ರಕ್ಷಣಾ ಸಚಿವರೊಂದಿಗೆ ಮಾತುಕತೆ ನಡೆಸಿದ ಅವರು, ಗಡಿಯಲ್ಲಿ ಶಾಂತಿ ಮತ್ತು ಸೌಹಾರ್ದತೆ ಕಾಪಾಡಲು ಎರಡೂ ದೇಶಗಳು ಬದ್ಧವಾಗಿರಬೇಕು ಎಂದು ತಿಳಿಸಿದರು. ಭಾರತದ ಸಾರ್ವಭೌಮತೆ ಹಾಗೂ ಪ್ರಾದೇಶಿಕ ಸಮಗ್ರತೆಯನ್ನು ರಕ್ಷಿಸಲು ನಾವು ಸಂಪೂರ್ಣ ಬದ್ಧರಾಗಿದ್ದೇವೆ ಎಂದು ಅವರು ಸ್ಪಷ್ಟಪಡಿಸಿದರು. — [81, 525, 332, 707]
headline-sandesh-swamy: ಕೊರೊನಾ ಪೀಡಿತ ಬಡ ರೋಗಿಗಳಿಗೆ ಸೂಕ್ತ ಚಿಕಿತ್ಸಾ ವ್ಯವಸ್ಥೆಗೆ ಸಂದೇಶ್ ಸ್ವಾಮಿ ಆಗ್ರಹ — [497, 1467, 1044, 1529]
lead-headline-line1: ಮೈಸೂರಲ್ಲಿ ಶನಿವಾರ — [584, 131, 958, 195]
table-row — [777, 1334, 1065, 1353]
jee-date-cell: ಸೆ.15–17 — [782, 1356, 828, 1370]
jee-col-date: ದಿನಾಂಕ — [782, 1280, 811, 1294]
story-jee: ಮೈಸೂರು, ಸೆ.5(ಎಂಕೆ)– 2020ನೇ ಸಾಲಿನ ಜೆಇಇ ಪರೀಕ್ಷೆ ಹಾಜರಾಗಿರುವ ಅಭ್ಯರ್ಥಿಗಳು ಸೆಪ್ಟೆಂಬರ್ 7ರಿಂದ ತಮ್ಮ ಮೂಲ ದಾಖಲೆಗಳನ್ನು ಆನ್‌ಲೈನ್ ಮೂಲಕ ಅಪ್‌ಲೋಡ್ ಮಾಡಬೇಕು ಎಂದು ಕರ್ನಾಟಕ ಪರೀಕ್ಷಾ ಪ್ರಾಧಿಕಾರ ತಿಳಿಸಿದೆ. ರ್ಯಾಂಕ್ ಆಧಾರದಲ್ಲಿ ದಿನಾಂಕ ನಿಗದಿಪಡಿಸಲಾಗಿದ್ದು, ಅಭ್ಯರ್ಥಿಗಳು ತಮಗೆ ನಿಗದಿಯಾದ ದಿನದಂದು ದಾಖಲೆಗಳನ್ನು ಸಲ್ಲಿಸಬೇಕು ಎಂದು ಪ್ರಾಧಿಕಾರದ ಕಾರ್ಯನಿರ್ವಾಹಕ ನಿರ್ದೇಶಕರು ತಿಳಿಸಿದ್ದಾರೆ. — [777, 1170, 1065, 1271]
headline-puc-exam: ದ್ವಿತೀಯ ಪಿಯು ಪೂರಕ ಪರೀಕ್ಷೆ — [1183, 793, 1372, 815]
headline-drugs-action: ಮಾದಕ ವಸ್ತುಗಳ ತಡೆಗೆ ಎಲ್ಲಾ ರೀತಿ ಕ್ರಮ — [1153, 640, 1402, 662]
photo-sandesh-swamy — [476, 1536, 585, 1660]
story-deworming-1: ಮೈಸೂರು, ಸೆ.5(ಎಸ್‌ಪಿಎನ್)– ‘ರಾಷ್ಟ್ರೀಯ ಜಂತುಹುಳು ನಿವಾರಣಾ ಕಾರ್ಯಕ್ರಮ’ವನ್ನು ಸೆ.7ರಿಂದ 21ರವರೆಗೆ ಮೈಸೂರು ಜಿಲ್ಲೆಯ ವಿವಿಧ ತಾಲೂಕು ಮತ್ತು ನಗರ ಪ್ರದೇಶಗಳಲ್ಲಿ ಹಮ್ಮಿಕೊಳ್ಳಲಾಗಿದೆ. ರಾಷ್ಟ್ರೀಯ ಆರೋಗ್ಯ ಅಭಿಯಾನ ಯೋಜನೆಯಡಿ ಜಿಲ್ಲಾ ಆರೋಗ್ಯ ಮತ್ತು ಕುಟುಂಬ ಕಲ್ಯಾಣ ಇಲಾಖೆಯ ವತಿಯಿಂದ ಈ ಕಾರ್ಯಕ್ರಮ ಆಯೋಜಿಸಲಾಗಿದ್ದು, 1ರಿಂದ 19 ವರ್ಷದೊಳಗಿನ ಎಲ್ಲಾ ಮಕ್ಕಳಿಗೆ ಅಲ್ಬೆಂಡಜೋಲ್ ಮಾತ್ರೆ ನೀಡಲಾಗುವುದು. 1ರಿಂದ 2 ವರ್ಷದ ಮಕ್ಕಳಿಗೆ ಅರ್ಧ ಮಾತ್ರೆ (200 ಮಿ.ಗ್ರಾಂ), 2ರಿಂದ 19 ವರ್ಷದ ಮಕ್ಕಳಿಗೆ ಒಂದು ಪೂರ್ಣ ಮಾತ್ರೆ (400 ಮಿ.ಗ್ರಾಂ) ನೀಡಲಾಗುವುದು. — [486, 1981, 748, 2134]
photo-defence-meeting — [340, 524, 463, 654]
jee-date-cell: ಸೆ.18–20 — [782, 1374, 828, 1389]
table-row — [777, 1410, 1065, 1429]
continued-bar-right: ಒಂದನೇ ಪುಟದಿಂದ — [1079, 131, 1476, 160]
district-name: ಹಾಸನ: — [785, 501, 815, 516]
jee-rank-cell: 1,00,001ರಿಂದ ಕಡೆ ರ್ಯಾಂಕ್‌ವರೆಗೆ — [860, 1431, 1009, 1446]
district-stat-entry — [785, 384, 1058, 436]
headline-ipl: ಇಂದು ಐಪಿಎಲ್ 2020 ವೇಳಾಪಟ್ಟಿ ಬಿಡುಗಡೆ — [81, 316, 369, 339]
table-row — [777, 1353, 1065, 1372]
district-stat-entry — [785, 326, 1058, 378]
jee-col-rank: ರ್ಯಾಂಕ್ — [860, 1280, 897, 1294]
section-name: ಮೈಸೂರು ನಗರ — [138, 79, 429, 115]
center-column — [476, 131, 1065, 2305]
table-row — [777, 1429, 1065, 1448]
registration-marks-center — [749, 2320, 825, 2336]
ipl-logo-image: IPL — [354, 345, 463, 432]
jee-date-cell: ಸೆ.9–10 — [782, 1318, 820, 1332]
headline-jee: ಜೆಇಇ: ನಾಳೆಯಿಂದ ಮೂಲ ದಾಖಲೆ ಅಪ್‌ಲೋಡ್ ಪ್ರಕ್ರಿಯೆ ಶುರು — [777, 1118, 1063, 1162]
lead-story: ಮೈಸೂರು, ಸೆ.5(ಎಸ್‌ಬಿಡಿ)– ಮೈಸೂರು ಜಿಲ್ಲೆಯಲ್ಲಿ ಶನಿವಾರ 790 ಕೊರೊನಾ ಪ್ರಕರಣ ದಾಖಲಾಗಿವೆ. ಇದರೊಂದಿಗೆ ಒಟ್ಟು ಸೋಂಕಿತರ ಸಂಖ್ಯೆ 21,394ಕ್ಕೆ ಏರಿಕೆಯಾಗಿದೆ. ಶನಿವಾರ 418 ಮಂದಿ ಡಿಸ್ಚಾರ್ಜ್ ಆಗಿದ್ದು, ಈವರೆಗೆ 14,064 ಸೋಂಕಿತರು ಗುಣಮುಖರಾಗಿದ್ದಾರೆ. ಮತ್ತೆ 12 ಮಂದಿ ಸೋಂಕಿತರ ಸಾವಿನೊಂದಿಗೆ ಒಟ್ಟು ಸಾವಿನ ಸಂಖ್ಯೆ 498ಕ್ಕೆ ಹೆಚ್ಚಿದೆ. ಇನ್ನು 6,832 ಸಕ್ರಿಯ ಪ್ರಕರಣಗಳಿದ್ದು, ಕೋವಿಡ್ ಆಸ್ಪತ್ರೆಯಲ್ಲಿ 301, ಪ್ರೈವೇಟ್ ಆಸ್ಪತ್ರೆಗಳಲ್ಲಿ 115, ಕೋವಿಡ್ ಕೇರ್ ಸೆಂಟರ್‌ಗಳಲ್ಲಿ 908, ಖಾಸಗಿ ಆಸ್ಪತ್ರೆಯಲ್ಲಿ 305, ಖಾಸಗಿ ಕೋವಿಡ್ ಕೇರ್ ಸೆಂಟರ್‌ಗಳಲ್ಲಿ 274 ಹಾಗೂ ಹೋಂ ಐಸೋಲೇಷನ್‌ನಲ್ಲಿ 4,929 ಸೋಂಕಿತರು ಚಿಕಿತ್ಸೆ ಪಡೆಯುತ್ತಿದ್ದಾರೆ. ಶೇ.72ರಷ್ಟು ಸೋಂಕಿತರು ಹೋಂ ಐಸೋಲೇಷನ್‌ನಲ್ಲಿದ್ದಾರೆ. 12 ಮಂದಿ ಸಾವು: ಇಂದು 75 ವರ್ಷದ ವೃದ್ಧ, 84 ವರ್ಷದ ವೃದ್ಧ, 58 ಹಾಗೂ 65 ವರ್ಷದ ಮಹಿಳೆಯರು, 45, 65, 69, 72, 74, 79 ಹಾಗೂ 83 ವರ್ಷದ ವೃದ್ಧರು ಮತ್ತು ಇಂದು 82 ವರ್ಷದ ವೃದ್ಧ ಸೇರಿದಂತೆ 12 ಮಂದಿ ಸೋಂಕಿತರು ಮೃತಪಟ್ಟಿದ್ದಾರೆ. ರಾಜ್ಯದ ವಿವರ: ಬೆಂಗಳೂರು ನಗರ 3,093, ಮೈಸೂರು 790, ಬೆಳಗಾವಿ 473, ಬಳ್ಳಾರಿ 395, ದಕ್ಷಿಣ ಕನ್ನಡ 377, ಉಡುಪಿ 366, ಹಾಸನ 347, ಶಿವಮೊಗ್ಗ 346, ಮಂಡ್ಯ 246, ಕೊಪ್ಪಳ 243, ಚಿತ್ರದುರ್ಗ 240, ಚಿಕ್ಕಮಗಳೂರು 238, ಧಾರವಾಡ 227, ಉತ್ತರ ಕನ್ನಡ 207, ಕಲಬುರಗಿ 198, ಗದಗ 195, ತುಮಕೂರು 192, ಹಾವೇರಿ 188, ರಾಯಚೂರು 186, ಉಡುಪಿ 175, ಬಾಗಲಕೋಟೆ 144, ಯಾದಗಿರಿ 138, ಚಿಕ್ಕಬಳ್ಳಾಪುರ 133, ಬೆಂಗಳೂರು ಗ್ರಾಮಾಂತರ 124, ಬೀದರ್ 119, ಕೋಲಾರ 112, ವಿಜಯಪುರ 103, ದಾವಣಗೆರೆ 92, ಚಾಮರಾಜನಗರ 31 ಹಾಗೂ ಕೊಡಗು ಜಿಲ್ಲೆಯಲ್ಲಿ 28 ಸೇರಿದಂತೆ ರಾಜ್ಯದಲ್ಲಿ ಶನಿವಾರ 9,746 ಜನರಿಗೆ ಸೋಂಕು ದೃಢಪಟ್ಟಿದೆ. ಇದರೊಂದಿಗೆ ಒಟ್ಟು ಸೋಂಕಿತರ ಸಂಖ್ಯೆ 3,89,232ಕ್ಕೆ ಏರಿಕೆಯಾಗಿದೆ. ಶನಿವಾರ 9,102 ಮಂದಿ ಡಿಸ್ಚಾರ್ಜ್ ಆಗಿದ್ದು, ಈವರೆಗೆ 2,83,298 ಸೋಂಕಿತರು ಗುಣಮುಖರಾಗಿದ್ದಾರೆ. ಶನಿವಾರ 128 ಜನರು ಸಾವನ್ನಪ್ಪಿದ್ದು, ಒಟ್ಟು ಸಾವಿನ ಸಂಖ್ಯೆ 6,298ಕ್ಕೆ ಏರಿದೆ. ರಾಜ್ಯದಲ್ಲೀಗ 99,617 ಸಕ್ರಿಯ ಪ್ರಕರಣಗಳಿವೆ. ಟೆಸ್ಟಿಂಗ್ ಸಂಖ್ಯೆ: ರಾಜ್ಯದಲ್ಲಿ ಒಂದೇ ದಿನ 76,761 ಜನರನ್ನು ಕೋವಿಡ್ ಪರೀಕ್ಷೆಗೆ ಒಳಪಡಿಸಿದ್ದು, ಈವರೆಗೆ ಒಟ್ಟು 32,73,871 ಟೆಸ್ಟಿಂಗ್ ನಡೆಸಲಾಗಿದೆ. — [591, 300, 767, 1099]
district-new-cases: ಸೋಂಕಿತರು 246, — [818, 327, 896, 341]
table-row — [777, 1372, 1065, 1391]
story-drugs-action: ವಿರುದ್ಧ ಏನಾದ್ರೂ ಟ್ವೀಟ್ ಹಾಕಿ ಅನ್ನುವುದಲ್ಲ. ಪೊಲೀಸರು ತಮ್ಮ ಕರ್ತವ್ಯ ನಿರ್ವಹಿಸುತ್ತಿದ್ದಾರೆ. ಸುದ್ದಿಗಳಿಗೆ ಪ್ರತಿಕ್ರಿಯಿಸುವ ಅಗತ್ಯವಿಲ್ಲ. ಮಾದಕ ವಸ್ತು ಜಾಲದ ವಿರುದ್ಧ ಸರ್ಕಾರ ಕಠಿಣ ಕ್ರಮ ಕೈಗೊಳ್ಳಲಿದೆ. ರಾಜ್ಯದಲ್ಲಿ ಡ್ರಗ್ಸ್ ಜಾಲ ಬೇರುಸಹಿತ ಕಿತ್ತೊಗೆಯಲು ಎಲ್ಲಾ ರೀತಿಯ ಕ್ರಮ ಕೈಗೊಳ್ಳಲಾಗುತ್ತಿದೆ. ಯಾರೇ ತಪ್ಪಿತಸ್ಥರಾದರೂ ಅವರನ್ನು ರಕ್ಷಿಸುವ ಪ್ರಶ್ನೆಯೇ ಇಲ್ಲ ಎಂದು ಗೃಹ ಸಚಿವರು ಸ್ಪಷ್ಟಪಡಿಸಿದರು. ಗಡಿ ಪ್ರದೇಶಗಳಲ್ಲಿ ತಪಾಸಣೆ ಬಿಗಿಗೊಳಿಸಲಾಗಿದ್ದು, ಶಾಲಾ-ಕಾಲೇಜು ಆವರಣಗಳ ಬಳಿ ಮಾದಕ ವಸ್ತು ಮಾರಾಟ ತಡೆಗೆ ವಿಶೇಷ ತಂಡಗಳನ್ನು ರಚಿಸಲಾಗಿದೆ. — [1079, 669, 1476, 777]
issue-date: ಭಾನುವಾರ 6 ಸೆಪ್ಟೆಂಬರ್ 2020 — [1214, 81, 1476, 109]
headline-ladakh: ಲಡಾಖ್‌ನಲ್ಲಿ ಯಥಾಸ್ಥಿತಿ ಮುರಿಯುವ ಚೀನಾ ಪ್ರಯತ್ನ ದ್ವಿಪಕ್ಷೀಯ ಸಂಬಂಧ ಉಲ್ಲಂಘನೆಯಾಗಿದೆ — [81, 470, 399, 517]
deworming-box-text: ಆರೋಗ್ಯ ಸಮಸ್ಯೆ ಇರುವ ಮಕ್ಕಳು ಹಾಗೂ ಈ ಹಿಂದೆ ಮಾತ್ರೆ ಸೇವಿಸಿ ಅಡ್ಡಪರಿಣಾಮ ಕಂಡುಬಂದಿರುವ ಮಕ್ಕಳಿಗೆ ಮಾತ್ರೆ ನೀಡಬಾರದು. ಜ್ವರ, ಕೆಮ್ಮು ಅಥವಾ ಇತರ ಕಾಯಿಲೆಯಿಂದ ಬಳಲುತ್ತಿರುವ ಮಕ್ಕಳಿಗೆ ಗುಣಮುಖರಾದ ನಂತರವೇ ಮಾತ್ರೆ ನೀಡಬೇಕು. ಕೋವಿಡ್–19 ಮಾರ್ಗಸೂಚಿ ಪಾಲಿಸಿಕೊಂಡು ಜಿಲ್ಲೆಯ ಎಲ್ಲಾ ಮಕ್ಕಳಿಗೆ ಮಾತ್ರೆ ವಿತರಿಸಲಾಗುವುದು ಎಂದು ಜಿಲ್ಲಾ ಆರೋಗ್ಯಾಧಿಕಾರಿ ತಿಳಿಸಿದ್ದಾರೆ. — [759, 1840, 1052, 1923]
headline-africa-arrest: ದಕ್ಷಿಣ ಆಫ್ರಿಕಾ ಪ್ರಜೆ ಬಂಧನ — [1193, 926, 1362, 948]
headline-bopanna: ಯುಎಸ್ ಓಪನ್: ಡಬಲ್ಸ್‌ನಲ್ಲಿ ಎರಡನೇ ಸುತ್ತಿಗೆ ರೋಹನ್ ಬೋಪಣ್ಣ — [81, 191, 437, 209]
headline-sushant: ಸುಶಾಂತ್ ಸಿಂಗ್ ಸಾವಿನ ಪ್ರಕರಣ: ಶೋಯಿಕ್, ಮಿರಾಂಡಾ ನಾಲ್ಕು ದಿನಗಳ ಕಾಲ ಎನ್‌ಸಿಬಿ ವಶಕ್ಕೆ — [81, 723, 431, 770]
jee-rank-cell: 70,001ರಿಂದ 1,00,000 — [860, 1412, 975, 1427]
newspaper-logo: ಮೈಸೂರು ಮಿತ್ರ — [771, 80, 902, 111]
